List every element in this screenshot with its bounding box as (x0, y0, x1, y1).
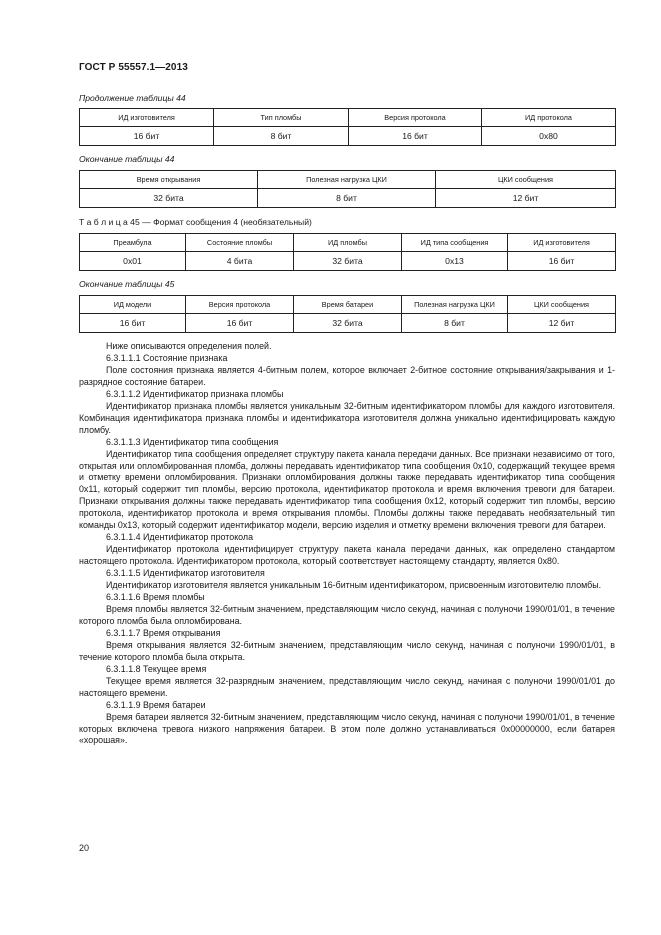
paragraph: Текущее время является 32-разрядным значением, представляющим число секунд, начиная с полуночи 1990/01/01 до настоящего времени. (79, 675, 615, 698)
table-cell: 12 бит (508, 314, 616, 333)
table-header-cell: ИД изготовителя (80, 109, 214, 127)
paragraph: Время пломбы является 32-битным значением, представляющим число секунд, начиная с полуночи 1990/01/01, в течение которого пломба была опломбирована. (79, 603, 615, 626)
table-cell: 8 бит (402, 314, 508, 333)
table-header-cell: Полезная нагрузка ЦКИ (258, 171, 436, 189)
section-heading: 6.3.1.1.1 Состояние признака (106, 352, 228, 363)
table-cell: 16 бит (349, 127, 482, 146)
table-cell: 12 бит (436, 189, 616, 208)
table45-end-caption: Окончание таблицы 45 (79, 279, 175, 289)
table-cell: 0x80 (482, 127, 616, 146)
table-header-cell: ИД типа сообщения (402, 234, 508, 252)
table-header-cell: Время открывания (80, 171, 258, 189)
paragraph: Время батареи является 32-битным значением, представляющим число секунд, начиная с полуночи 1990/01/01, в течение которых включена тревога низкого напряжения батареи. В этом поле должно устанавливаться 0x00000000, если батарея «хорошая». (79, 711, 615, 746)
section-heading: 6.3.1.1.3 Идентификатор типа сообщения (106, 436, 279, 447)
table45-end (79, 295, 616, 333)
section-heading: 6.3.1.1.2 Идентификатор признака пломбы (106, 388, 284, 399)
paragraph: Поле состояния признака является 4-битным полем, которое включает 2-битное состояние открывания/закрывания и 1-разрядное состояние батареи. (79, 364, 615, 387)
table-header-cell: ИД модели (80, 296, 186, 314)
table44-cont-caption: Продолжение таблицы 44 (79, 93, 186, 103)
table-header-cell: Время батареи (294, 296, 402, 314)
table-cell: 8 бит (258, 189, 436, 208)
table44-end-caption: Окончание таблицы 44 (79, 154, 175, 164)
table-cell: 32 бита (294, 314, 402, 333)
paragraph: Идентификатор признака пломбы является уникальным 32-битным идентификатором пломбы для каждого изготовителя. Комбинация идентификатора признака пломбы и идентификатора изготовителя должна уникально идентифицировать каждую пломбу. (79, 400, 615, 435)
table-header-cell: Полезная нагрузка ЦКИ (402, 296, 508, 314)
table-header-cell: Состояние пломбы (186, 234, 294, 252)
table-header-cell: Преамбула (80, 234, 186, 252)
section-heading: 6.3.1.1.8 Текущее время (106, 663, 207, 674)
table-cell: 16 бит (186, 314, 294, 333)
table-cell: 32 бита (294, 252, 402, 271)
table-header-cell: ЦКИ сообщения (508, 296, 616, 314)
paragraph: Ниже описываются определения полей. (106, 341, 272, 351)
table-cell: 0x01 (80, 252, 186, 271)
table-header-cell: ЦКИ сообщения (436, 171, 616, 189)
paragraph: Идентификатор изготовителя является уникальным 16-битным идентификатором, присвоенным изготовителю пломбы. (106, 580, 602, 591)
table-cell: 4 бита (186, 252, 294, 271)
paragraph: Идентификатор типа сообщения определяет структуру пакета канала передачи данных. Все признаки независимо от того, открытая или опломбированная пломба, должны передавать идентификатор типа сообщения 0x10, содержащий текущее время и отметку времени опломбирования. Признаки опломбирования должны также передавать идентификатор типа сообщения 0x11, который содержит тип пломбы, версию протокола, идентификатор протокола и время включения тревоги для батареи. Признаки открывания должны также передавать идентификатор типа сообщения 0x12, который содержит тип пломбы, версию протокола, идентификатор протокола и время открывания пломбы. Пломбы должны также передавать необязательный тип команды 0x13, который содержит идентификатор модели, версию изделия и отметку времени включения тревоги для батареи. (79, 448, 615, 531)
table-cell: 16 бит (80, 127, 214, 146)
table-header-cell: ИД изготовителя (508, 234, 616, 252)
section-heading: 6.3.1.1.9 Время батареи (106, 699, 206, 710)
table-header-cell: Тип пломбы (214, 109, 349, 127)
paragraph: Идентификатор протокола идентифицирует структуру пакета канала передачи данных, как определено стандартом настоящего протокола. Идентификатором протокола, который соответствует настоящему стандарту, является 0x80. (79, 544, 615, 567)
table-cell: 16 бит (508, 252, 616, 271)
paragraph: Время открывания является 32-битным значением, представляющим число секунд, начиная с полуночи 1990/01/01, в течение которого пломба была открыта. (79, 639, 615, 662)
table-cell: 8 бит (214, 127, 349, 146)
table-header-cell: ИД пломбы (294, 234, 402, 252)
section-heading: 6.3.1.1.6 Время пломбы (106, 592, 205, 603)
table45-caption: Т а б л и ц а 45 — Формат сообщения 4 (необязательный) (79, 217, 312, 227)
section-heading: 6.3.1.1.5 Идентификатор изготовителя (106, 568, 265, 579)
body-text (79, 341, 615, 747)
table44-cont (79, 108, 616, 146)
table45 (79, 233, 616, 271)
standard-header: ГОСТ Р 55557.1—2013 (79, 62, 188, 73)
table-cell: 16 бит (80, 314, 186, 333)
section-heading: 6.3.1.1.7 Время открывания (106, 627, 221, 638)
table-header-cell: Версия протокола (186, 296, 294, 314)
table44-end (79, 170, 616, 208)
table-cell: 32 бита (80, 189, 258, 208)
page-number: 20 (79, 843, 90, 853)
table-header-cell: ИД протокола (482, 109, 616, 127)
table-header-cell: Версия протокола (349, 109, 482, 127)
section-heading: 6.3.1.1.4 Идентификатор протокола (106, 532, 254, 543)
table-cell: 0x13 (402, 252, 508, 271)
